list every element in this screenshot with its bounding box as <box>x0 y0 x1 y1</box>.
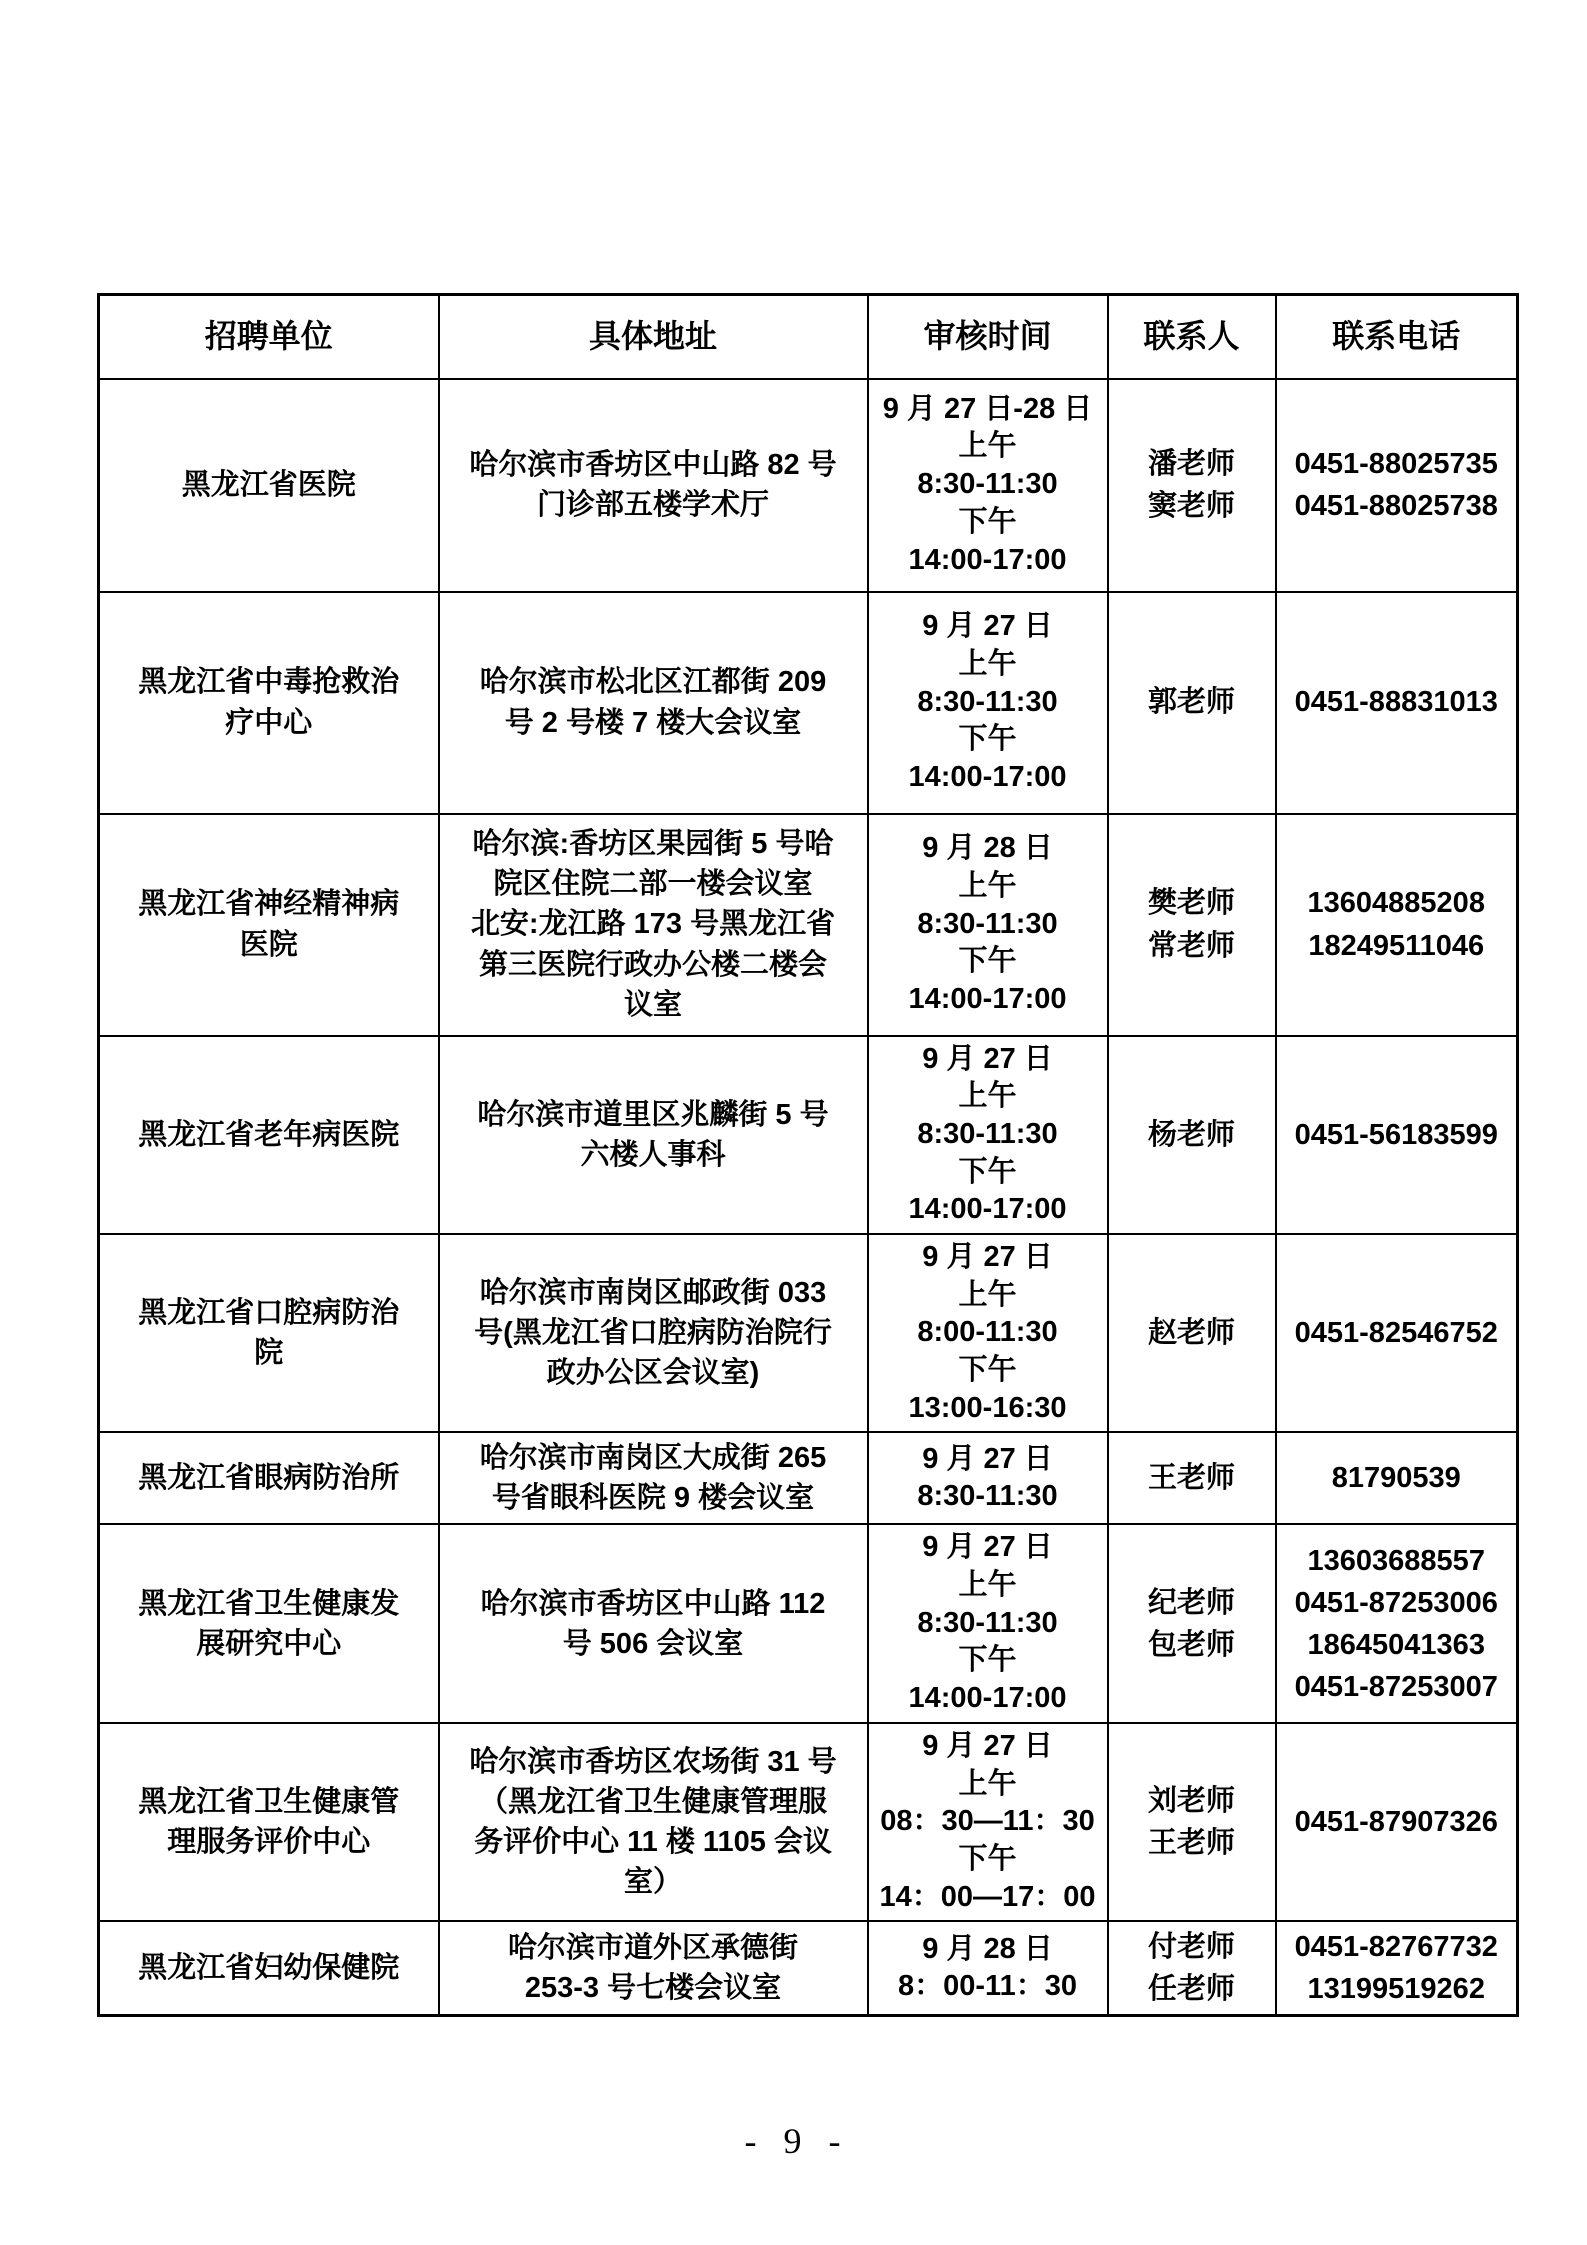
time-cell <box>868 592 1108 814</box>
time-cell <box>868 1921 1108 2016</box>
text-line: 13199519262 <box>1307 1973 1485 2006</box>
text-line: 哈尔滨市香坊区中山路 82 号 <box>469 448 837 481</box>
time-cell <box>868 1723 1108 1921</box>
text-line: 14:00-17:00 <box>908 983 1067 1016</box>
text-line: 上午 <box>958 1278 1017 1311</box>
address-cell <box>439 1234 868 1432</box>
phone-cell <box>1276 592 1518 814</box>
col-header-address: 具体地址 <box>439 295 868 379</box>
text-line: 号省眼科医院 9 楼会议室 <box>491 1482 815 1515</box>
text-line: 窦老师 <box>1147 490 1235 522</box>
text-line: 8:00-11:30 <box>917 1316 1058 1349</box>
text-line: 8:30-11:30 <box>917 685 1058 718</box>
text-line: 14:00-17:00 <box>908 1193 1067 1226</box>
text-line: 第三医院行政办公楼二楼会 <box>478 948 827 981</box>
phone-cell <box>1276 379 1518 592</box>
contact-cell <box>1108 592 1276 814</box>
header-row <box>99 295 1518 379</box>
text-line: 潘老师 <box>1147 447 1235 480</box>
text-line: 0451-56183599 <box>1294 1118 1498 1151</box>
unit-cell <box>99 1524 439 1722</box>
text-line: 18645041363 <box>1307 1628 1485 1661</box>
contact-cell <box>1108 1921 1276 2016</box>
text-line: 哈尔滨市南岗区大成街 265 <box>479 1442 827 1475</box>
address-cell <box>439 1432 868 1524</box>
text-line: 王老师 <box>1147 1462 1235 1495</box>
text-line: 14:00-17:00 <box>908 1682 1067 1715</box>
text-line: 8:30-11:30 <box>917 1117 1058 1150</box>
text-line: 上午 <box>958 869 1017 902</box>
text-line: 81790539 <box>1331 1462 1461 1495</box>
text-line: 包老师 <box>1147 1628 1235 1661</box>
text-line: 疗中心 <box>225 706 313 739</box>
text-line: 上午 <box>958 1569 1017 1602</box>
text-line: 纪老师 <box>1147 1586 1235 1619</box>
text-line: 9 月 27 日 <box>922 1729 1053 1762</box>
text-line: 号 2 号楼 7 楼大会议室 <box>504 706 802 739</box>
text-line: 08：30—11：30 <box>880 1805 1095 1838</box>
table-row <box>99 1432 1518 1524</box>
text-line: 253-3 号七楼会议室 <box>524 1972 782 2005</box>
address-cell <box>439 814 868 1036</box>
phone-cell <box>1276 1234 1518 1432</box>
text-line: 哈尔滨市松北区江都街 209 <box>479 666 827 699</box>
text-line: 0451-87253006 <box>1294 1586 1498 1619</box>
text-line: 北安:龙江路 173 号黑龙江省 <box>470 908 836 941</box>
unit-cell <box>99 1432 439 1524</box>
time-cell <box>868 814 1108 1036</box>
text-line: 13603688557 <box>1307 1544 1485 1577</box>
time-cell <box>868 379 1108 592</box>
text-line: 上午 <box>958 1767 1017 1800</box>
text-line: 0451-87253007 <box>1294 1670 1498 1703</box>
address-cell <box>439 1921 868 2016</box>
text-line: 黑龙江省老年病医院 <box>138 1118 400 1151</box>
text-line: 8:30-11:30 <box>917 907 1058 940</box>
text-line: 黑龙江省中毒抢救治 <box>138 666 400 699</box>
text-line: 9 月 28 日 <box>922 1932 1053 1965</box>
col-header-phone: 联系电话 <box>1276 295 1518 379</box>
table-row <box>99 1524 1518 1722</box>
page-number: - 9 - <box>744 2121 843 2161</box>
contact-cell <box>1108 379 1276 592</box>
address-cell <box>439 379 868 592</box>
text-line: 哈尔滨市香坊区中山路 112 <box>480 1587 826 1620</box>
text-line: 8：00-11：30 <box>898 1970 1077 2003</box>
phone-cell <box>1276 814 1518 1036</box>
address-cell <box>439 1723 868 1921</box>
text-line: 下午 <box>958 1155 1017 1188</box>
unit-cell <box>99 1723 439 1921</box>
table-row <box>99 1234 1518 1432</box>
text-line: 8:30-11:30 <box>917 468 1058 501</box>
text-line: 哈尔滨市道外区承德街 <box>507 1932 798 1965</box>
time-cell <box>868 1432 1108 1524</box>
text-line: 9 月 27 日 <box>922 1442 1053 1475</box>
time-cell <box>868 1234 1108 1432</box>
text-line: 8:30-11:30 <box>917 1606 1058 1639</box>
text-line: 0451-82546752 <box>1294 1317 1498 1350</box>
text-line: 赵老师 <box>1147 1317 1235 1350</box>
unit-cell <box>99 379 439 592</box>
text-line: 18249511046 <box>1308 929 1485 962</box>
text-line: 黑龙江省口腔病防治 <box>138 1297 400 1330</box>
text-line: 常老师 <box>1147 929 1235 962</box>
text-line: 院 <box>254 1337 284 1370</box>
text-line: 门诊部五楼学术厅 <box>536 489 769 521</box>
table-row <box>99 1921 1518 2016</box>
phone-cell <box>1276 1432 1518 1524</box>
text-line: 0451-88025735 <box>1294 447 1498 480</box>
text-line: 任老师 <box>1147 1973 1235 2006</box>
text-line: 政办公区会议室) <box>546 1357 760 1390</box>
text-line: 樊老师 <box>1147 887 1235 920</box>
contact-cell <box>1108 814 1276 1036</box>
text-line: 议室 <box>623 988 682 1021</box>
text-line: 付老师 <box>1147 1931 1235 1964</box>
text-line: 下午 <box>958 1644 1017 1677</box>
text-line: 上午 <box>958 647 1017 680</box>
text-line: 刘老师 <box>1147 1784 1235 1817</box>
text-line: 王老师 <box>1147 1827 1235 1860</box>
text-line: 哈尔滨:香坊区果园街 5 号哈 <box>472 828 834 861</box>
text-line: 号 506 会议室 <box>562 1627 744 1660</box>
text-line: 哈尔滨市南岗区邮政街 033 <box>479 1277 827 1310</box>
text-line: 下午 <box>958 1842 1017 1875</box>
text-line: 下午 <box>958 945 1017 978</box>
phone-cell <box>1276 1524 1518 1722</box>
text-line: 下午 <box>958 723 1017 756</box>
col-header-unit: 招聘单位 <box>99 295 439 379</box>
text-line: 六楼人事科 <box>580 1138 726 1171</box>
unit-cell <box>99 1234 439 1432</box>
text-line: 黑龙江省卫生健康管 <box>138 1786 400 1819</box>
text-line: 务评价中心 11 楼 1105 会议 <box>474 1826 832 1859</box>
time-cell <box>868 1524 1108 1722</box>
text-line: 13604885208 <box>1307 887 1485 920</box>
text-line: 9 月 27 日 <box>922 610 1053 643</box>
address-cell <box>439 1036 868 1234</box>
unit-cell <box>99 814 439 1036</box>
text-line: 9 月 27 日 <box>922 1042 1053 1075</box>
text-line: 理服务评价中心 <box>167 1826 371 1859</box>
text-line: 14:00-17:00 <box>908 761 1067 794</box>
table-row <box>99 814 1518 1036</box>
contact-cell <box>1108 1524 1276 1722</box>
phone-cell <box>1276 1921 1518 2016</box>
phone-cell <box>1276 1036 1518 1234</box>
text-line: 0451-82767732 <box>1294 1931 1498 1964</box>
unit-cell <box>99 1036 439 1234</box>
text-line: 号(黑龙江省口腔病防治院行 <box>474 1317 832 1350</box>
text-line: 14:00-17:00 <box>908 543 1067 576</box>
unit-cell <box>99 1921 439 2016</box>
contact-cell <box>1108 1723 1276 1921</box>
text-line: 医院 <box>239 928 298 961</box>
text-line: 黑龙江省医院 <box>181 468 356 501</box>
text-line: 0451-88831013 <box>1294 686 1498 719</box>
table-row <box>99 1723 1518 1921</box>
table-row <box>99 592 1518 814</box>
col-header-time: 审核时间 <box>868 295 1108 379</box>
text-line: 展研究中心 <box>196 1627 342 1660</box>
text-line: 杨老师 <box>1147 1118 1235 1151</box>
text-line: 黑龙江省妇幼保健院 <box>138 1952 400 1985</box>
phone-cell <box>1276 1723 1518 1921</box>
text-line: 哈尔滨市香坊区农场街 31 号 <box>469 1746 837 1778</box>
text-line: 9 月 27 日 <box>922 1240 1053 1273</box>
text-line: 8:30-11:30 <box>917 1480 1058 1513</box>
text-line: （黑龙江省卫生健康管理服 <box>478 1786 827 1819</box>
text-line: 上午 <box>958 430 1017 463</box>
text-line: 郭老师 <box>1147 686 1235 719</box>
text-line: 下午 <box>958 1354 1017 1386</box>
text-line: 黑龙江省神经精神病 <box>138 888 400 921</box>
col-header-contact: 联系人 <box>1108 295 1276 379</box>
text-line: 0451-88025738 <box>1294 490 1498 522</box>
text-line: 9 月 27 日 <box>922 1531 1053 1564</box>
text-line: 9 月 27 日-28 日 <box>882 392 1093 425</box>
contact-cell <box>1108 1234 1276 1432</box>
table-row <box>99 379 1518 592</box>
address-cell <box>439 592 868 814</box>
text-line: 0451-87907326 <box>1294 1806 1498 1838</box>
time-cell <box>868 1036 1108 1234</box>
address-cell <box>439 1524 868 1722</box>
text-line: 黑龙江省卫生健康发 <box>138 1587 400 1620</box>
table-row <box>99 1036 1518 1234</box>
contact-cell <box>1108 1036 1276 1234</box>
text-line: 黑龙江省眼病防治所 <box>138 1462 400 1495</box>
unit-cell <box>99 592 439 814</box>
text-line: 室） <box>623 1866 682 1899</box>
text-line: 院区住院二部一楼会议室 <box>493 868 813 901</box>
contact-cell <box>1108 1432 1276 1524</box>
text-line: 13:00-16:30 <box>908 1391 1067 1424</box>
text-line: 14：00—17：00 <box>879 1880 1096 1913</box>
text-line: 上午 <box>958 1080 1017 1113</box>
text-line: 哈尔滨市道里区兆麟街 5 号 <box>477 1098 829 1131</box>
text-line: 9 月 28 日 <box>922 832 1053 865</box>
recruitment-table <box>97 293 1519 2017</box>
text-line: 下午 <box>958 505 1017 538</box>
